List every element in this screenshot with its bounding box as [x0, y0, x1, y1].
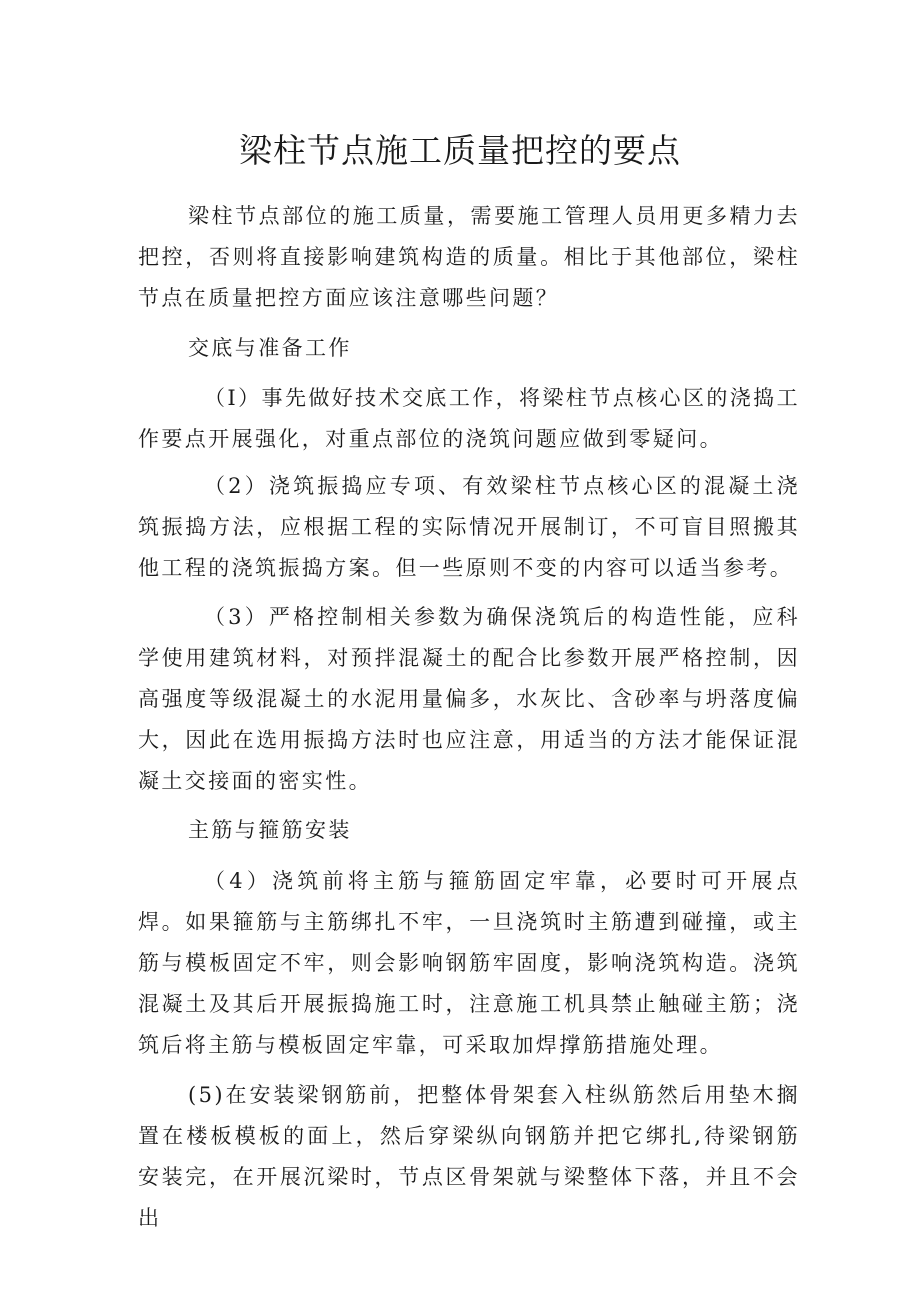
document-title: 梁柱节点施工质量把控的要点 — [239, 131, 681, 170]
item-paragraph-5: (5)在安装梁钢筋前，把整体骨架套入柱纵筋然后用垫木搁置在楼板模板的面上，然后穿梁纵向钢筋并把它绑扎,待梁钢筋安装完，在开展沉梁时，节点区骨架就与梁整体下落，并且不会出 — [138, 1083, 800, 1230]
item-paragraph-2: （2）浇筑振捣应专项、有效梁柱节点核心区的混凝土浇筑振捣方法，应根据工程的实际情况开展制订，不可盲目照搬其他工程的浇筑振捣方案。但一些原则不变的内容可以适当参考。 — [138, 474, 800, 580]
section-heading-handover: 交底与准备工作 — [188, 336, 352, 360]
intro-paragraph: 梁柱节点部位的施工质量，需要施工管理人员用更多精力去把控，否则将直接影响建筑构造的质量。相比于其他部位，梁柱节点在质量把控方面应该注意哪些问题？ — [138, 204, 800, 310]
item-paragraph-3: （3）严格控制相关参数为确保浇筑后的构造性能，应科学使用建筑材料，对预拌混凝土的配合比参数开展严格控制，因高强度等级混凝土的水泥用量偏多，水灰比、含砂率与坍落度偏大，因此在选用振捣方法时也应注意，用适当的方法才能保证混凝土交接面的密实性。 — [138, 605, 800, 793]
item-paragraph-4: （4）浇筑前将主筋与箍筋固定牢靠，必要时可开展点焊。如果箍筋与主筋绑扎不牢，一旦浇筑时主筋遭到碰撞，或主筋与模板固定不牢，则会影响钢筋牢固度，影响浇筑构造。浇筑混凝土及其后开展振捣施工时，注意施工机具禁止触碰主筋；浇筑后将主筋与模板固定牢靠，可采取加焊撑筋措施处理。 — [138, 869, 800, 1057]
section-heading-rebar: 主筋与箍筋安装 — [188, 818, 352, 842]
item-paragraph-1: （I）事先做好技术交底工作，将梁柱节点核心区的浇捣工作要点开展强化，对重点部位的浇筑问题应做到零疑问。 — [138, 386, 800, 451]
